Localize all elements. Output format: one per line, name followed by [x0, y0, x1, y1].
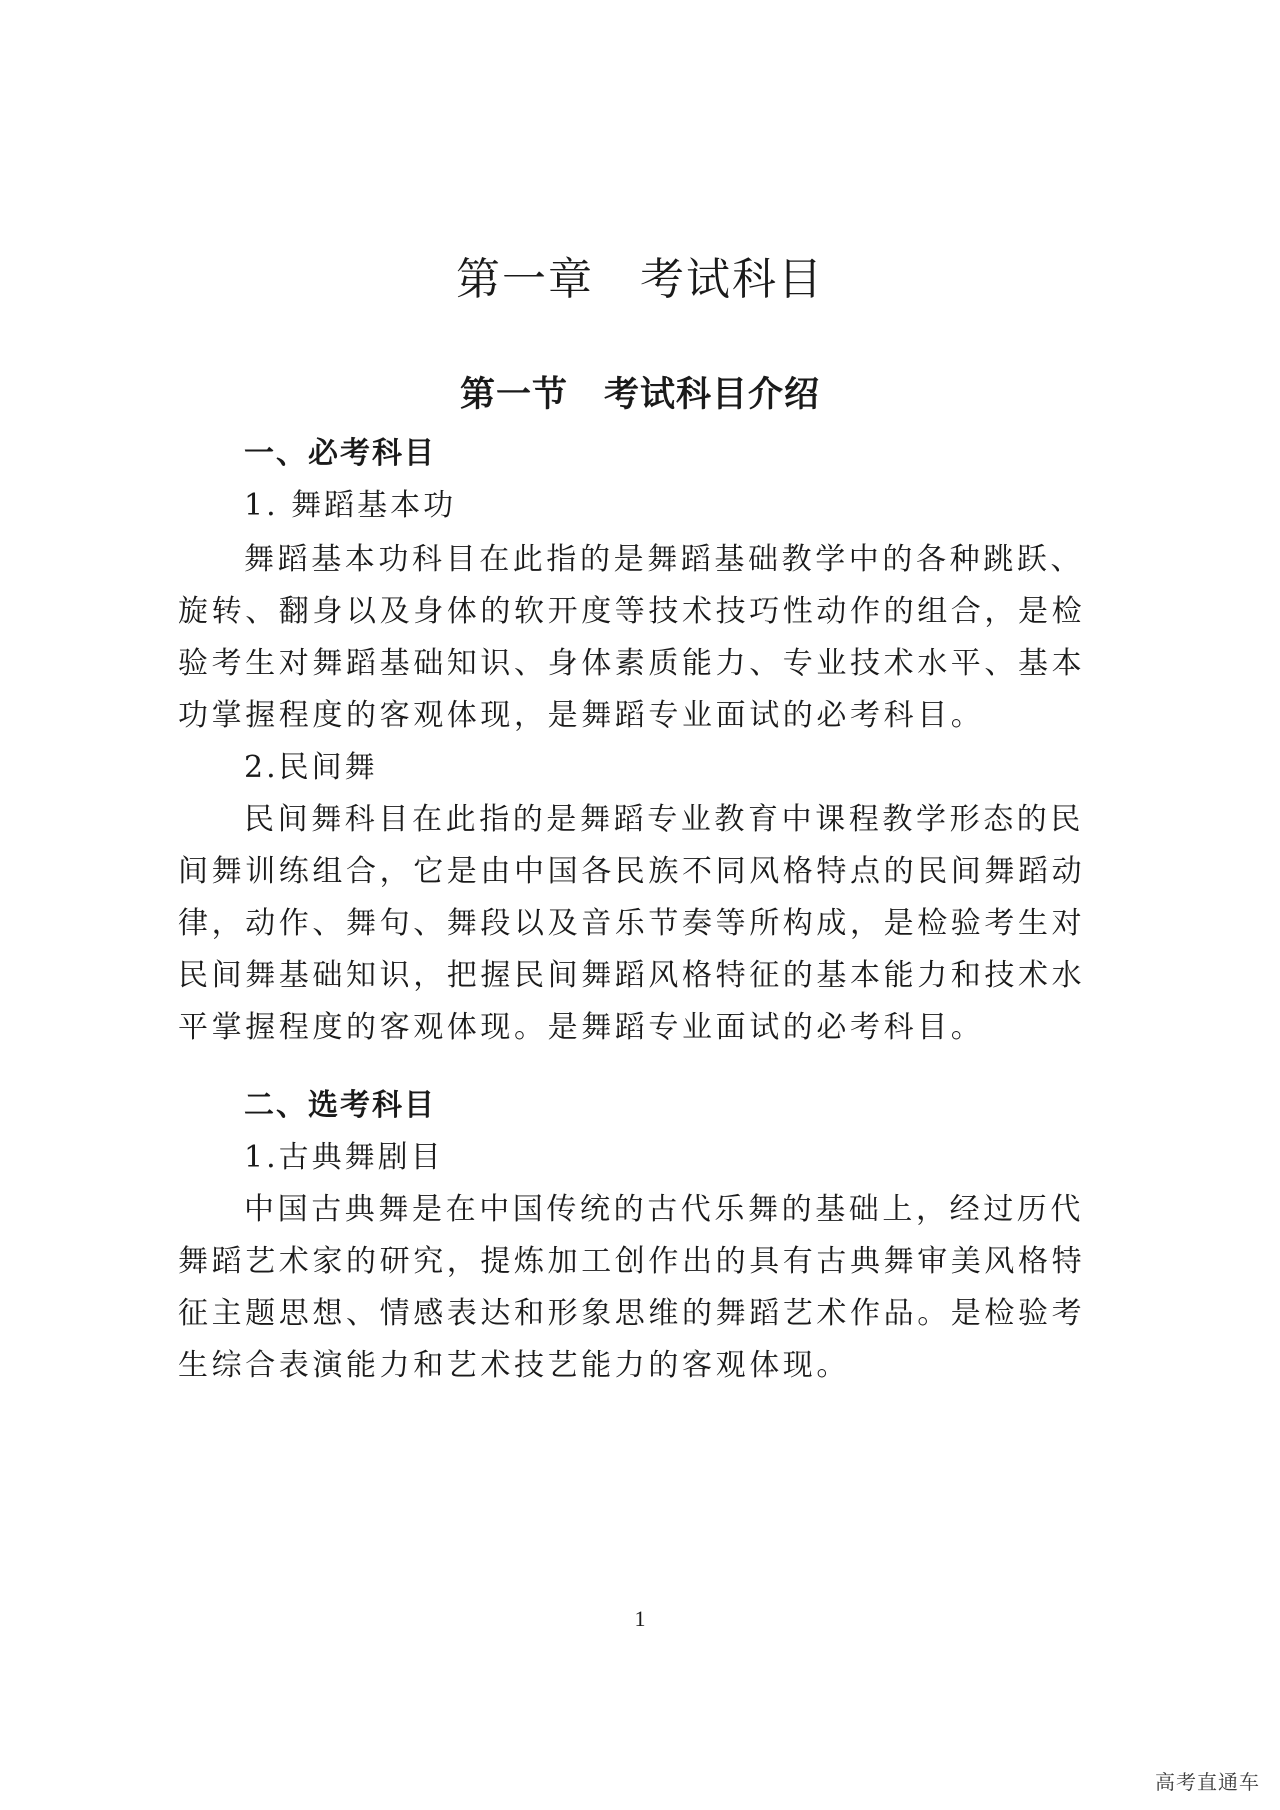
paragraph-line: 中国古典舞是在中国传统的古代乐舞的基础上，经过历代 [244, 1192, 1084, 1227]
paragraph-line: 舞蹈艺术家的研究，提炼加工创作出的具有古典舞审美风格特 [178, 1244, 1086, 1279]
page-number: 1 [634, 1606, 646, 1631]
paragraph-line: 功掌握程度的客观体现，是舞蹈专业面试的必考科目。 [178, 698, 985, 733]
paragraph-line: 生综合表演能力和艺术技艺能力的客观体现。 [178, 1348, 850, 1383]
paragraph-line: 民间舞科目在此指的是舞蹈专业教育中课程教学形态的民 [244, 802, 1084, 837]
paragraph-line: 平掌握程度的客观体现。是舞蹈专业面试的必考科目。 [178, 1010, 985, 1045]
elective-subjects-heading: 二、选考科目 [244, 1088, 436, 1123]
folk-dance-title: 2.民间舞 [244, 750, 378, 785]
chapter-title: 第一章 考试科目 [456, 254, 824, 305]
section-title: 第一节 考试科目介绍 [459, 375, 820, 415]
required-subjects-heading: 一、必考科目 [244, 436, 436, 471]
classical-dance-title: 1.古典舞剧目 [244, 1140, 444, 1175]
paragraph-line: 民间舞基础知识，把握民间舞蹈风格特征的基本能力和技术水 [178, 958, 1086, 993]
paragraph-line: 舞蹈基本功科目在此指的是舞蹈基础教学中的各种跳跃、 [244, 542, 1084, 577]
paragraph-line: 律，动作、舞句、舞段以及音乐节奏等所构成，是检验考生对 [178, 906, 1086, 941]
paragraph-line: 旋转、翻身以及身体的软开度等技术技巧性动作的组合，是检 [178, 594, 1086, 629]
dance-basics-title: 1. 舞蹈基本功 [244, 488, 457, 523]
paragraph-line: 征主题思想、情感表达和形象思维的舞蹈艺术作品。是检验考 [178, 1296, 1086, 1331]
paragraph-line: 间舞训练组合，它是由中国各民族不同风格特点的民间舞蹈动 [178, 854, 1086, 889]
paragraph-line: 验考生对舞蹈基础知识、身体素质能力、专业技术水平、基本 [178, 646, 1086, 681]
watermark-label: 高考直通车 [1155, 1770, 1260, 1794]
